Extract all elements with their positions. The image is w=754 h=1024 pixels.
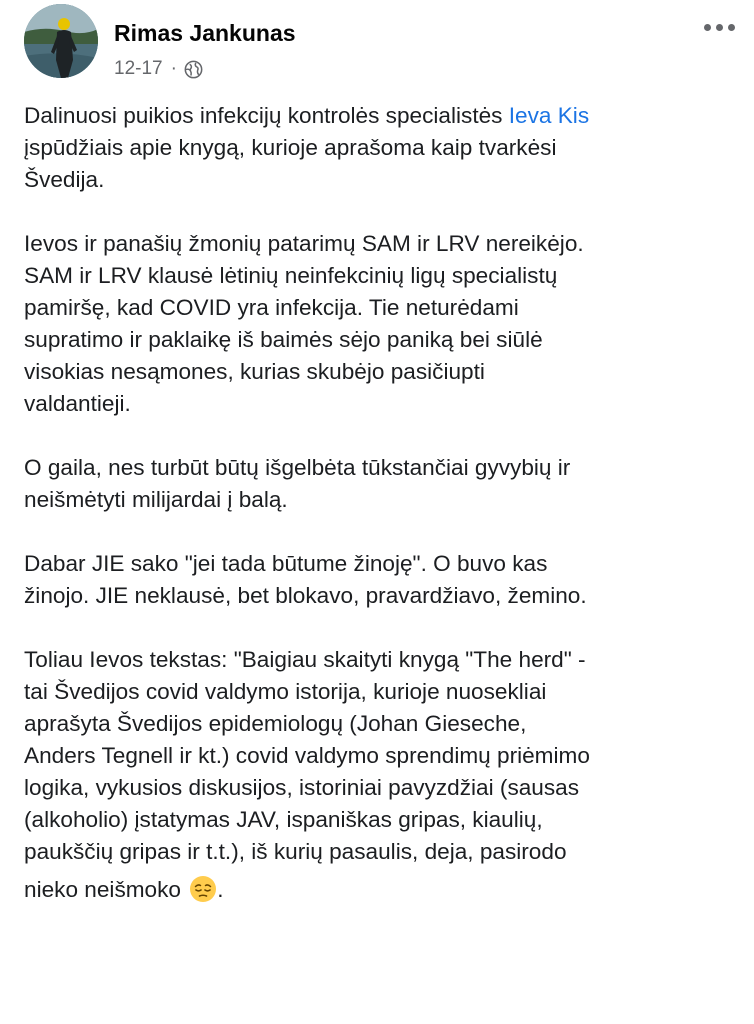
text-line: neišmėtyti milijardai į balą. [24, 487, 288, 512]
pensive-face-emoji-icon [189, 875, 217, 903]
author-name[interactable]: Rimas Jankunas [114, 20, 296, 46]
paragraph-4 [24, 548, 738, 612]
text-line [24, 874, 738, 906]
text-line: visokias nesąmones, kurias skubėjo pasičiupti [24, 359, 485, 384]
text-line: supratimo ir paklaikę iš baimės sėjo paniką bei siūlė [24, 327, 543, 352]
more-dot [704, 24, 711, 31]
text-line: paukščių gripas ir t.t.), iš kurių pasaulis, deja, pasirodo [24, 839, 567, 864]
text-line: valdantieji. [24, 391, 131, 416]
more-dot [728, 24, 735, 31]
text-line: Ievos ir panašių žmonių patarimų SAM ir LRV nereikėjo. [24, 231, 584, 256]
text-line: žinojo. JIE neklausė, bet blokavo, pravardžiavo, žemino. [24, 583, 587, 608]
text-line: O gaila, nes turbūt būtų išgelbėta tūkstančiai gyvybių ir [24, 455, 571, 480]
meta-separator: · [170, 58, 177, 79]
text-line: Anders Tegnell ir kt.) covid valdymo sprendimų priėmimo [24, 743, 590, 768]
text-line: logika, vykusios diskusijos, istoriniai pavyzdžiai (sausas [24, 775, 580, 800]
post-text [24, 100, 738, 938]
text-line [24, 100, 738, 132]
text-segment: . [217, 877, 224, 902]
text-line: aprašyta Švedijos epidemiologų (Johan Gieseche, [24, 711, 527, 736]
more-dot [716, 24, 723, 31]
text-line: tai Švedijos covid valdymo istorija, kurioje nuosekliai [24, 679, 547, 704]
text-line: Dabar JIE sako "jei tada būtume žinoję". O buvo kas [24, 551, 548, 576]
paragraph-2 [24, 228, 738, 420]
paragraph-3 [24, 452, 738, 516]
text-segment: Dalinuosi puikios infekcijų kontrolės specialistės [24, 103, 509, 128]
post-header [0, 0, 754, 90]
text-line: pamiršę, kad COVID yra infekcija. Tie neturėdami [24, 295, 519, 320]
avatar[interactable] [24, 4, 98, 78]
more-options-icon[interactable] [694, 12, 744, 42]
mention-link[interactable]: Ieva Kis [508, 103, 590, 128]
post-meta [114, 57, 203, 81]
text-line: SAM ir LRV klausė lėtinių neinfekcinių ligų specialistų [24, 263, 558, 288]
avatar-photo [24, 4, 98, 78]
text-line: Švedija. [24, 167, 105, 192]
text-line: Toliau Ievos tekstas: "Baigiau skaityti knygą "The herd" - [24, 647, 586, 672]
paragraph-1 [24, 100, 738, 196]
post-date[interactable]: 12-17 [114, 58, 163, 79]
text-line: įspūdžiais apie knygą, kurioje aprašoma kaip tvarkėsi [24, 135, 557, 160]
globe-icon[interactable] [184, 60, 203, 79]
text-line: (alkoholio) įstatymas JAV, ispaniškas gripas, kiaulių, [24, 807, 543, 832]
text-segment: nieko neišmoko [24, 877, 181, 902]
paragraph-5 [24, 644, 738, 906]
